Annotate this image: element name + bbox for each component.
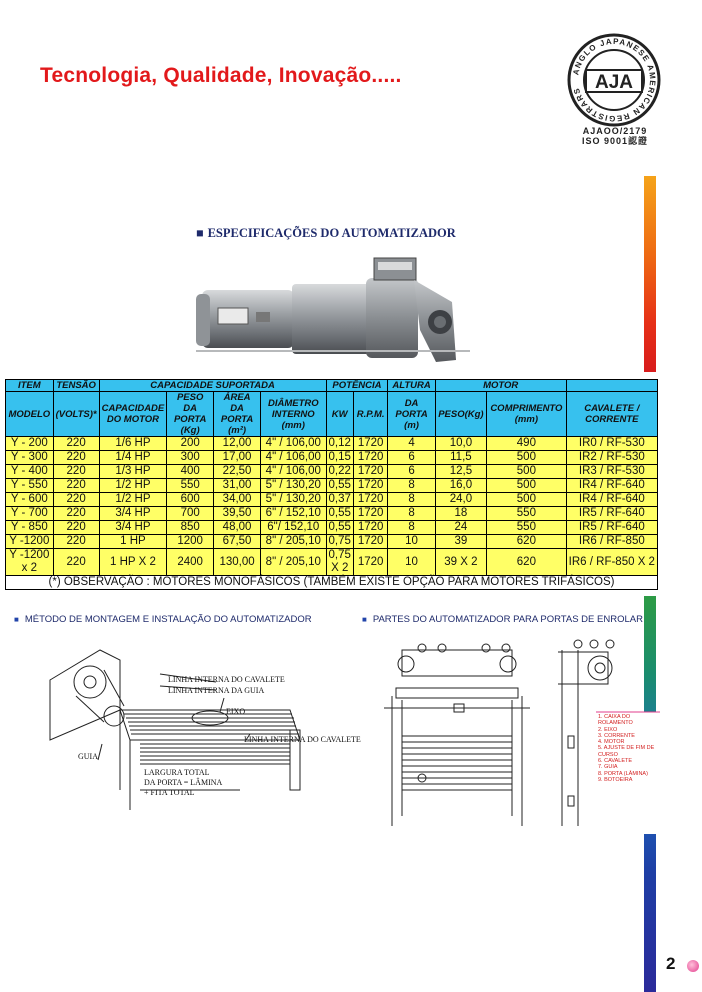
cell-peso: 850: [167, 521, 214, 535]
cell-volts: 220: [53, 507, 99, 521]
cell-comprimento: 500: [487, 493, 567, 507]
cell-diametro: 8" / 205,10: [261, 549, 326, 576]
cell-rpm: 1720: [353, 521, 388, 535]
label-eixo: EIXO: [226, 707, 246, 716]
square-bullet-icon: ■: [196, 226, 204, 240]
table-row: [6, 437, 658, 451]
table-row: [6, 535, 658, 549]
parts-legend-item: ROLAMENTO: [598, 720, 633, 727]
cell-comprimento: 500: [487, 451, 567, 465]
table-row-last: [6, 549, 658, 576]
cell-volts: 220: [53, 535, 99, 549]
cell-area: 17,00: [214, 451, 261, 465]
cell-peso: 1200: [167, 535, 214, 549]
cell-rpm: 1720: [353, 437, 388, 451]
cell-altura: 8: [388, 521, 435, 535]
cell-peso: 550: [167, 479, 214, 493]
col-header-volts: (VOLTS)*: [53, 392, 99, 437]
svg-text:ANGLO JAPANESE AMERICAN REGIST: ANGLO JAPANESE AMERICAN REGISTRARS: [571, 36, 658, 124]
cell-volts: 220: [53, 493, 99, 507]
label-linha-cavalete-2: LINHA INTERNA DO CAVALETE: [244, 735, 361, 744]
cell-comprimento: 620: [487, 549, 567, 576]
cell-peso-kg: 10,0: [435, 437, 486, 451]
label-fita-total: + FITA TOTAL: [144, 788, 195, 797]
parts-legend-item: 3. CORRENTE: [598, 732, 635, 739]
specification-table: [5, 379, 658, 590]
bullet-partes: [362, 614, 643, 625]
cell-peso: 200: [167, 437, 214, 451]
col-header-diametro: DIÂMETRO INTERNO (mm): [261, 392, 326, 437]
decorative-bar-warm: [644, 176, 656, 372]
cell-diametro: 6" / 152,10: [261, 507, 326, 521]
cell-cavalete: IR0 / RF-530: [566, 437, 657, 451]
cell-cavalete: IR4 / RF-640: [566, 493, 657, 507]
cell-kw: 0,55: [326, 507, 353, 521]
cell-rpm: 1720: [353, 549, 388, 576]
table-note-row: [6, 576, 658, 590]
cell-modelo: Y -1200 x 2: [6, 549, 54, 576]
cell-altura: 8: [388, 507, 435, 521]
cell-altura: 6: [388, 451, 435, 465]
cell-diametro: 4" / 106,00: [261, 437, 326, 451]
cell-peso-kg: 11,5: [435, 451, 486, 465]
cell-cavalete: IR6 / RF-850 X 2: [566, 549, 657, 576]
cell-kw: 0,75 X 2: [326, 549, 353, 576]
square-bullet-icon: ■: [362, 615, 367, 624]
cell-diametro: 5" / 130,20: [261, 479, 326, 493]
cell-comprimento: 500: [487, 465, 567, 479]
cell-volts: 220: [53, 451, 99, 465]
parts-legend-item: CURSO: [598, 751, 618, 758]
cell-modelo: Y -1200: [6, 535, 54, 549]
cell-peso-kg: 16,0: [435, 479, 486, 493]
col-header-motor: MOTOR: [435, 380, 566, 392]
label-guia: GUIA: [78, 752, 98, 761]
table-note: (*) OBSERVAÇÃO : MOTORES MONOFÁSICOS (TAMBÉM EXISTE OPÇÃO PARA MOTORES TRIFÁSICOS): [6, 576, 658, 590]
page-number: 2: [666, 954, 676, 973]
table-row: [6, 507, 658, 521]
cell-area: 31,00: [214, 479, 261, 493]
table-sub-header-row: [6, 392, 658, 437]
cell-capacidade: 1/3 HP: [99, 465, 167, 479]
cell-peso-kg: 18: [435, 507, 486, 521]
parts-legend-item: 5. AJUSTE DE FIM DE: [598, 745, 655, 752]
bullet-montagem: [14, 614, 312, 625]
cell-rpm: 1720: [353, 507, 388, 521]
col-header-area-porta: ÁREA DA PORTA (m²): [214, 392, 261, 437]
cell-volts: 220: [53, 521, 99, 535]
installation-diagram: [40, 640, 374, 816]
col-header-cavalete: CAVALETE / CORRENTE: [566, 392, 657, 437]
cell-peso: 700: [167, 507, 214, 521]
cell-diametro: 5" / 130,20: [261, 493, 326, 507]
cell-peso-kg: 24: [435, 521, 486, 535]
cell-altura: 8: [388, 493, 435, 507]
cell-peso: 600: [167, 493, 214, 507]
cell-rpm: 1720: [353, 535, 388, 549]
cell-modelo: Y - 600: [6, 493, 54, 507]
cell-volts: 220: [53, 465, 99, 479]
cell-kw: 0,75: [326, 535, 353, 549]
cell-modelo: Y - 850: [6, 521, 54, 535]
cell-volts: 220: [53, 549, 99, 576]
cell-diametro: 6"/ 152,10: [261, 521, 326, 535]
aja-logo: [560, 32, 668, 133]
cell-cavalete: IR6 / RF-850: [566, 535, 657, 549]
cell-comprimento: 490: [487, 437, 567, 451]
col-header-capacidade-motor: CAPACIDADE DO MOTOR: [99, 392, 167, 437]
cell-modelo: Y - 550: [6, 479, 54, 493]
cell-peso-kg: 24,0: [435, 493, 486, 507]
decorative-dot-icon: [687, 960, 699, 972]
cell-cavalete: IR5 / RF-640: [566, 521, 657, 535]
cell-peso: 300: [167, 451, 214, 465]
table-group-header-row: [6, 380, 658, 392]
parts-legend: [598, 714, 654, 783]
cell-capacidade: 1 HP X 2: [99, 549, 167, 576]
page-title: Tecnologia, Qualidade, Inovação.....: [40, 64, 402, 87]
cell-volts: 220: [53, 479, 99, 493]
cell-peso-kg: 39 X 2: [435, 549, 486, 576]
parts-legend-item: 6. CAVALETE: [598, 758, 633, 765]
cell-modelo: Y - 300: [6, 451, 54, 465]
cell-peso-kg: 39: [435, 535, 486, 549]
col-header-da-porta: DA PORTA (m): [388, 392, 435, 437]
cell-comprimento: 500: [487, 479, 567, 493]
col-header-tensao: TENSÃO: [53, 380, 99, 392]
table-row: [6, 493, 658, 507]
col-header-modelo: MODELO: [6, 392, 54, 437]
cell-diametro: 4" / 106,00: [261, 451, 326, 465]
cell-capacidade: 3/4 HP: [99, 521, 167, 535]
cert-iso: ISO 9001認證: [581, 136, 649, 146]
parts-legend-item: 1. CAIXA DO: [598, 714, 631, 720]
label-linha-cavalete-1: LINHA INTERNA DO CAVALETE: [168, 675, 285, 684]
col-header-empty: [566, 380, 657, 392]
bullet-partes-text: PARTES DO AUTOMATIZADOR PARA PORTAS DE ENROLAR: [372, 614, 643, 625]
motor-image: [196, 250, 470, 374]
bullet-montagem-text: MÉTODO DE MONTAGEM E INSTALAÇÃO DO AUTOMATIZADOR: [24, 614, 312, 625]
cell-altura: 10: [388, 535, 435, 549]
cell-altura: 10: [388, 549, 435, 576]
parts-legend-item: 8. PORTA (LÂMINA): [598, 770, 648, 777]
cell-area: 130,00: [214, 549, 261, 576]
col-header-potencia: POTÊNCIA: [326, 380, 388, 392]
col-header-rpm: R.P.M.: [353, 392, 388, 437]
cell-peso-kg: 12,5: [435, 465, 486, 479]
col-header-peso-porta: PESO DA PORTA (Kg): [167, 392, 214, 437]
cell-volts: 220: [53, 437, 99, 451]
iso-certification: [560, 126, 670, 146]
col-header-item: ITEM: [6, 380, 54, 392]
cell-kw: 0,15: [326, 451, 353, 465]
cell-peso: 2400: [167, 549, 214, 576]
cell-cavalete: IR4 / RF-640: [566, 479, 657, 493]
label-largura-total: LARGURA TOTAL: [144, 768, 210, 777]
cell-capacidade: 3/4 HP: [99, 507, 167, 521]
cell-rpm: 1720: [353, 465, 388, 479]
cell-altura: 8: [388, 479, 435, 493]
section-heading: [196, 226, 456, 241]
cell-area: 67,50: [214, 535, 261, 549]
parts-legend-item: 2. EIXO: [598, 726, 618, 733]
cell-kw: 0,55: [326, 521, 353, 535]
cell-rpm: 1720: [353, 493, 388, 507]
cell-kw: 0,22: [326, 465, 353, 479]
table-row: [6, 451, 658, 465]
cell-altura: 4: [388, 437, 435, 451]
cell-area: 22,50: [214, 465, 261, 479]
cell-diametro: 4" / 106,00: [261, 465, 326, 479]
cell-capacidade: 1/4 HP: [99, 451, 167, 465]
cell-kw: 0,12: [326, 437, 353, 451]
cell-rpm: 1720: [353, 451, 388, 465]
cell-modelo: Y - 700: [6, 507, 54, 521]
table-row: [6, 479, 658, 493]
cell-capacidade: 1/2 HP: [99, 479, 167, 493]
cell-kw: 0,55: [326, 479, 353, 493]
cell-altura: 6: [388, 465, 435, 479]
section-heading-text: ESPECIFICAÇÕES DO AUTOMATIZADOR: [207, 226, 456, 240]
cell-rpm: 1720: [353, 479, 388, 493]
col-header-peso-kg: PESO(Kg): [435, 392, 486, 437]
cell-area: 12,00: [214, 437, 261, 451]
col-header-comprimento: COMPRIMENTO (mm): [487, 392, 567, 437]
cell-capacidade: 1 HP: [99, 535, 167, 549]
label-da-porta-lamina: DA PORTA = LÂMINA: [144, 778, 223, 787]
cell-cavalete: IR2 / RF-530: [566, 451, 657, 465]
cell-cavalete: IR3 / RF-530: [566, 465, 657, 479]
cell-comprimento: 620: [487, 535, 567, 549]
cell-modelo: Y - 400: [6, 465, 54, 479]
cell-capacidade: 1/2 HP: [99, 493, 167, 507]
cell-capacidade: 1/6 HP: [99, 437, 167, 451]
col-header-altura: ALTURA: [388, 380, 435, 392]
cell-comprimento: 550: [487, 507, 567, 521]
cell-area: 39,50: [214, 507, 261, 521]
parts-legend-item: 9. BOTOEIRA: [598, 776, 633, 783]
cell-diametro: 8" / 205,10: [261, 535, 326, 549]
col-header-kw: KW: [326, 392, 353, 437]
label-linha-guia: LINHA INTERNA DA GUIA: [168, 686, 265, 695]
cell-kw: 0,37: [326, 493, 353, 507]
table-row: [6, 521, 658, 535]
table-row: [6, 465, 658, 479]
svg-text:AJA: AJA: [594, 72, 634, 93]
cert-number: AJAOO/2179: [582, 126, 648, 136]
cell-modelo: Y - 200: [6, 437, 54, 451]
cell-cavalete: IR5 / RF-640: [566, 507, 657, 521]
cell-comprimento: 550: [487, 521, 567, 535]
parts-legend-item: 4. MOTOR: [598, 739, 625, 746]
parts-legend-item: 7. GUIA: [598, 764, 618, 771]
cell-area: 34,00: [214, 493, 261, 507]
col-header-capacidade: CAPACIDADE SUPORTADA: [99, 380, 326, 392]
cell-peso: 400: [167, 465, 214, 479]
square-bullet-icon: ■: [14, 615, 19, 624]
cell-area: 48,00: [214, 521, 261, 535]
